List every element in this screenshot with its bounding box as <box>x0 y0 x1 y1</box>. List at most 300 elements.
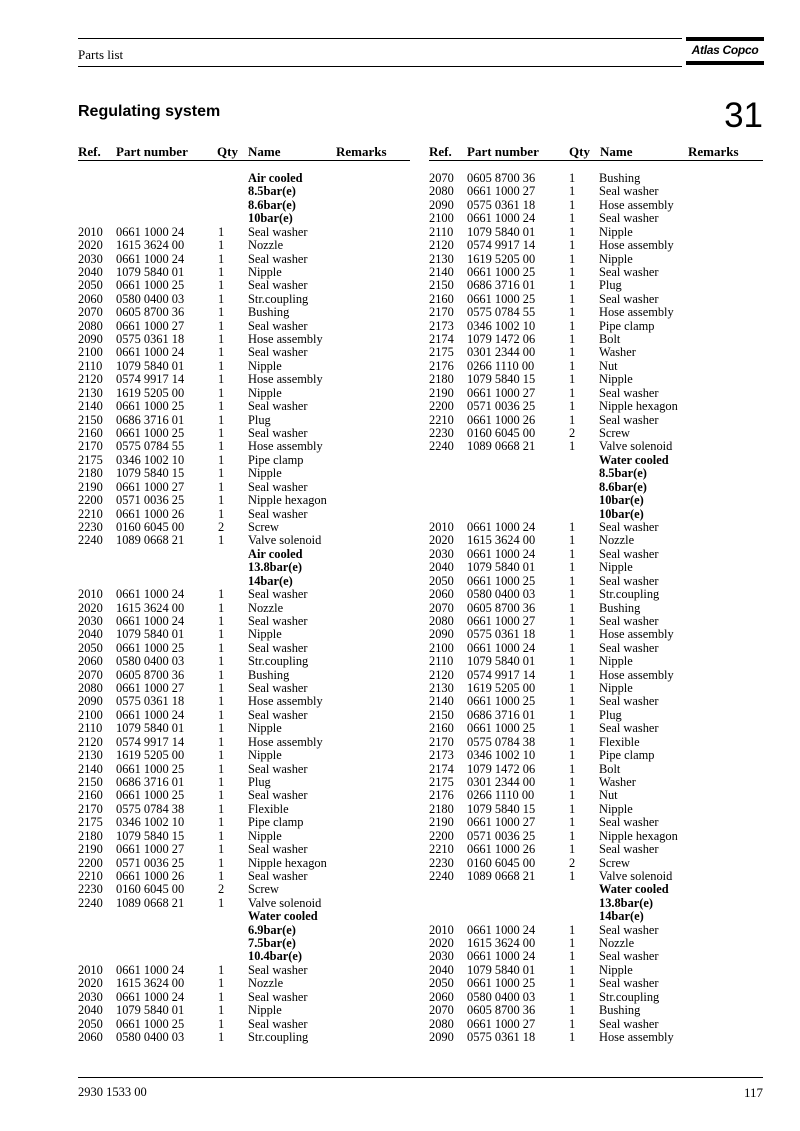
part-number-cell: 0160 6045 00 <box>467 426 536 441</box>
group-heading: Water cooled <box>599 452 669 467</box>
part-number-cell: 0575 0361 18 <box>116 332 185 347</box>
group-heading: 10bar(e) <box>599 506 644 521</box>
part-number-cell: 0575 0361 18 <box>467 627 536 642</box>
part-number-cell: 0575 0361 18 <box>116 694 185 709</box>
group-heading: 8.5bar(e) <box>248 184 296 199</box>
part-number-cell: 0571 0036 25 <box>467 399 536 414</box>
name-cell: Nipple <box>248 828 282 843</box>
part-number-cell: 0580 0400 03 <box>116 291 185 306</box>
qty-cell: 1 <box>569 573 576 588</box>
name-cell: Hose assembly <box>599 197 674 212</box>
qty-cell: 1 <box>569 519 576 534</box>
ref-cell: 2170 <box>429 305 454 320</box>
part-number-cell: 0605 8700 36 <box>467 171 536 185</box>
ref-cell: 2210 <box>429 842 454 857</box>
name-cell: Hose assembly <box>248 439 323 454</box>
ref-cell: 2173 <box>429 318 454 333</box>
ref-cell: 2050 <box>78 640 103 655</box>
part-number-cell: 0571 0036 25 <box>116 855 185 870</box>
ref-cell: 2150 <box>78 774 103 789</box>
part-number-cell: 1079 5840 15 <box>467 801 536 816</box>
ref-cell: 2050 <box>78 1016 103 1031</box>
ref-cell: 2010 <box>429 519 454 534</box>
qty-cell: 1 <box>569 278 576 293</box>
name-cell: Nipple <box>599 372 633 387</box>
part-number-cell: 0575 0784 38 <box>116 801 185 816</box>
name-cell: Bushing <box>599 600 641 615</box>
part-number-cell: 1619 5205 00 <box>467 681 536 696</box>
ref-cell: 2070 <box>429 1003 454 1018</box>
name-cell: Nipple <box>248 748 282 763</box>
ref-cell: 2190 <box>78 479 103 494</box>
part-number-cell: 1615 3624 00 <box>116 238 185 253</box>
group-heading: 10bar(e) <box>599 493 644 508</box>
name-cell: Seal washer <box>248 224 308 239</box>
name-cell: Str.coupling <box>248 291 309 306</box>
ref-cell: 2040 <box>78 264 103 279</box>
part-number-cell: 0661 1000 26 <box>116 506 185 521</box>
ref-cell: 2120 <box>429 238 454 253</box>
qty-cell: 1 <box>218 372 225 387</box>
name-cell: Seal washer <box>599 1016 659 1031</box>
name-cell: Seal washer <box>248 278 308 293</box>
name-cell: Pipe clamp <box>248 815 304 830</box>
name-cell: Seal washer <box>599 385 659 400</box>
part-number-cell: 0661 1000 24 <box>116 251 185 266</box>
ref-cell: 2050 <box>429 573 454 588</box>
ref-cell: 2080 <box>429 1016 454 1031</box>
qty-cell: 1 <box>569 211 576 226</box>
qty-cell: 1 <box>218 251 225 266</box>
ref-cell: 2060 <box>78 1030 103 1044</box>
ref-cell: 2010 <box>78 587 103 602</box>
part-number-cell: 1619 5205 00 <box>116 385 185 400</box>
ref-cell: 2050 <box>78 278 103 293</box>
ref-cell: 2174 <box>429 332 454 347</box>
part-number-cell: 0580 0400 03 <box>116 654 185 669</box>
qty-cell: 1 <box>569 399 576 414</box>
name-cell: Nozzle <box>248 238 284 253</box>
part-number-cell: 0575 0784 55 <box>467 305 536 320</box>
qty-cell: 1 <box>569 962 576 977</box>
qty-cell: 1 <box>218 868 225 883</box>
ref-cell: 2180 <box>429 372 454 387</box>
part-number-cell: 0686 3716 01 <box>116 412 185 427</box>
section-title: Regulating system <box>78 103 221 120</box>
ref-cell: 2176 <box>429 788 454 803</box>
ref-cell: 2175 <box>429 774 454 789</box>
name-cell: Nipple <box>248 385 282 400</box>
name-cell: Valve solenoid <box>599 868 673 883</box>
qty-cell: 1 <box>569 345 576 360</box>
qty-cell: 1 <box>218 801 225 816</box>
qty-cell: 1 <box>218 1016 225 1031</box>
qty-cell: 1 <box>569 868 576 883</box>
ref-cell: 2020 <box>78 976 103 991</box>
qty-cell: 1 <box>569 707 576 722</box>
ref-cell: 2010 <box>429 922 454 937</box>
qty-cell: 2 <box>218 519 225 534</box>
qty-cell: 1 <box>569 1016 576 1031</box>
ref-cell: 2170 <box>429 734 454 749</box>
name-cell: Seal washer <box>599 694 659 709</box>
ref-cell: 2140 <box>78 761 103 776</box>
part-number-cell: 0346 1002 10 <box>116 452 185 467</box>
part-number-cell: 1615 3624 00 <box>116 976 185 991</box>
qty-cell: 1 <box>569 533 576 548</box>
part-number-header: Part number <box>116 144 188 159</box>
ref-cell: 2180 <box>78 828 103 843</box>
qty-cell: 1 <box>569 238 576 253</box>
name-header: Name <box>248 144 281 159</box>
ref-cell: 2130 <box>429 681 454 696</box>
ref-cell: 2240 <box>429 439 454 454</box>
group-heading: Air cooled <box>248 546 303 561</box>
name-cell: Plug <box>248 774 271 789</box>
name-cell: Seal washer <box>248 251 308 266</box>
name-cell: Nipple <box>599 224 633 239</box>
qty-cell: 2 <box>569 855 576 870</box>
name-cell: Nipple <box>599 681 633 696</box>
document-code: 2930 1533 00 <box>78 1085 147 1099</box>
qty-cell: 1 <box>218 1003 225 1018</box>
part-number-cell: 0661 1000 24 <box>467 211 536 226</box>
qty-cell: 1 <box>218 681 225 696</box>
part-number-cell: 0661 1000 27 <box>116 479 185 494</box>
name-cell: Seal washer <box>599 640 659 655</box>
part-number-cell: 0661 1000 25 <box>467 573 536 588</box>
part-number-cell: 0661 1000 24 <box>116 224 185 239</box>
ref-cell: 2170 <box>78 801 103 816</box>
part-number-cell: 0661 1000 27 <box>467 613 536 628</box>
part-number-cell: 0605 8700 36 <box>467 1003 536 1018</box>
name-cell: Nipple <box>248 627 282 642</box>
part-number-cell: 0661 1000 27 <box>116 681 185 696</box>
part-number-cell: 1089 0668 21 <box>116 895 185 910</box>
part-number-cell: 0661 1000 25 <box>116 426 185 441</box>
qty-cell: 1 <box>218 613 225 628</box>
qty-cell: 1 <box>569 774 576 789</box>
part-number-cell: 0574 9917 14 <box>116 372 185 387</box>
ref-cell: 2110 <box>78 358 103 373</box>
qty-cell: 1 <box>569 654 576 669</box>
part-number-cell: 0574 9917 14 <box>467 238 536 253</box>
table-header <box>429 144 763 160</box>
part-number-cell: 0661 1000 25 <box>116 278 185 293</box>
ref-cell: 2140 <box>429 694 454 709</box>
name-cell: Hose assembly <box>599 627 674 642</box>
part-number-cell: 0661 1000 25 <box>467 264 536 279</box>
qty-cell: 1 <box>218 694 225 709</box>
part-number-cell: 1089 0668 21 <box>116 533 185 548</box>
ref-cell: 2190 <box>429 815 454 830</box>
part-number-cell: 1079 5840 01 <box>116 721 185 736</box>
part-number-cell: 0346 1002 10 <box>467 318 536 333</box>
part-number-cell: 0571 0036 25 <box>467 828 536 843</box>
ref-cell: 2210 <box>429 412 454 427</box>
name-cell: Seal washer <box>599 949 659 964</box>
name-cell: Nozzle <box>599 936 635 951</box>
name-cell: Seal washer <box>599 412 659 427</box>
ref-header: Ref. <box>78 144 101 159</box>
name-cell: Nipple <box>248 466 282 481</box>
part-number-cell: 0661 1000 25 <box>467 721 536 736</box>
ref-cell: 2120 <box>78 372 103 387</box>
ref-cell: 2030 <box>78 613 103 628</box>
name-cell: Seal washer <box>248 587 308 602</box>
name-cell: Seal washer <box>248 707 308 722</box>
qty-cell: 1 <box>218 493 225 508</box>
part-number-cell: 0686 3716 01 <box>467 278 536 293</box>
part-number-cell: 0266 1110 00 <box>467 788 535 803</box>
name-cell: Seal washer <box>599 546 659 561</box>
name-cell: Flexible <box>599 734 640 749</box>
name-cell: Nipple <box>599 962 633 977</box>
ref-cell: 2060 <box>429 587 454 602</box>
part-number-cell: 0661 1000 25 <box>116 1016 185 1031</box>
qty-cell: 1 <box>218 318 225 333</box>
part-number-cell: 0661 1000 24 <box>116 989 185 1004</box>
ref-cell: 2150 <box>429 278 454 293</box>
ref-cell: 2080 <box>78 681 103 696</box>
qty-cell: 1 <box>569 681 576 696</box>
qty-cell: 1 <box>218 976 225 991</box>
qty-cell: 1 <box>569 788 576 803</box>
brand-logo-text: Atlas Copco <box>691 43 759 57</box>
qty-cell: 1 <box>569 305 576 320</box>
name-cell: Hose assembly <box>599 238 674 253</box>
group-heading: Water cooled <box>248 909 318 924</box>
group-heading: Water cooled <box>599 882 669 897</box>
ref-cell: 2110 <box>429 224 454 239</box>
header-label: Parts list <box>78 47 124 62</box>
qty-cell: 1 <box>218 774 225 789</box>
name-cell: Seal washer <box>248 761 308 776</box>
ref-cell: 2090 <box>78 332 103 347</box>
remarks-header: Remarks <box>688 144 739 159</box>
name-cell: Hose assembly <box>248 372 323 387</box>
part-number-cell: 0574 9917 14 <box>467 667 536 682</box>
qty-cell: 1 <box>218 842 225 857</box>
part-number-cell: 0301 2344 00 <box>467 345 536 360</box>
page-number: 117 <box>743 1085 763 1100</box>
name-cell: Nipple <box>248 358 282 373</box>
ref-cell: 2240 <box>78 895 103 910</box>
ref-cell: 2040 <box>429 962 454 977</box>
part-number-cell: 0346 1002 10 <box>467 748 536 763</box>
group-heading: 13.8bar(e) <box>248 560 303 575</box>
name-cell: Seal washer <box>248 613 308 628</box>
ref-cell: 2175 <box>78 452 103 467</box>
ref-cell: 2020 <box>429 936 454 951</box>
part-number-cell: 0575 0361 18 <box>467 1030 536 1044</box>
top-rule <box>78 38 682 39</box>
part-number-cell: 0661 1000 27 <box>467 184 536 199</box>
ref-cell: 2030 <box>78 251 103 266</box>
ref-cell: 2080 <box>78 318 103 333</box>
name-cell: Nipple <box>248 264 282 279</box>
qty-cell: 2 <box>569 426 576 441</box>
qty-cell: 1 <box>569 721 576 736</box>
ref-cell: 2210 <box>78 506 103 521</box>
name-cell: Bolt <box>599 761 621 776</box>
name-cell: Seal washer <box>248 506 308 521</box>
part-number-cell: 0661 1000 25 <box>116 788 185 803</box>
ref-cell: 2170 <box>78 439 103 454</box>
qty-cell: 1 <box>218 654 225 669</box>
part-number-cell: 0575 0784 55 <box>116 439 185 454</box>
ref-cell: 2230 <box>78 519 103 534</box>
qty-cell: 1 <box>569 197 576 212</box>
ref-cell: 2010 <box>78 962 103 977</box>
name-cell: Screw <box>248 882 279 897</box>
part-number-cell: 1079 1472 06 <box>467 761 536 776</box>
qty-cell: 1 <box>218 815 225 830</box>
ref-cell: 2160 <box>78 426 103 441</box>
name-cell: Hose assembly <box>248 694 323 709</box>
name-cell: Nozzle <box>248 976 284 991</box>
part-number-cell: 1615 3624 00 <box>116 600 185 615</box>
ref-cell: 2020 <box>429 533 454 548</box>
name-cell: Nozzle <box>599 533 635 548</box>
qty-cell: 1 <box>569 667 576 682</box>
part-number-cell: 0661 1000 26 <box>467 842 536 857</box>
name-cell: Hose assembly <box>248 734 323 749</box>
part-number-cell: 1079 5840 01 <box>116 264 185 279</box>
ref-cell: 2190 <box>429 385 454 400</box>
part-number-cell: 0346 1002 10 <box>116 815 185 830</box>
name-cell: Valve solenoid <box>248 895 322 910</box>
name-cell: Bushing <box>599 171 641 185</box>
ref-cell: 2160 <box>429 721 454 736</box>
qty-cell: 1 <box>218 707 225 722</box>
qty-cell: 1 <box>569 1030 576 1044</box>
qty-cell: 1 <box>218 224 225 239</box>
qty-cell: 1 <box>569 922 576 937</box>
brand-logo <box>686 37 764 67</box>
qty-cell: 1 <box>218 533 225 548</box>
name-cell: Flexible <box>248 801 289 816</box>
qty-cell: 1 <box>218 1030 225 1044</box>
ref-cell: 2130 <box>78 385 103 400</box>
part-number-header: Part number <box>467 144 539 159</box>
part-number-cell: 0661 1000 27 <box>467 815 536 830</box>
name-cell: Str.coupling <box>248 654 309 669</box>
ref-cell: 2240 <box>429 868 454 883</box>
name-cell: Washer <box>599 345 636 360</box>
part-number-cell: 1079 5840 01 <box>116 627 185 642</box>
ref-cell: 2070 <box>429 171 454 185</box>
part-number-cell: 0661 1000 26 <box>116 868 185 883</box>
name-cell: Seal washer <box>599 721 659 736</box>
name-cell: Nipple <box>599 560 633 575</box>
qty-cell: 1 <box>218 332 225 347</box>
ref-cell: 2140 <box>78 399 103 414</box>
qty-cell: 1 <box>569 989 576 1004</box>
part-number-cell: 0661 1000 27 <box>467 385 536 400</box>
section-number: 31 <box>724 96 763 135</box>
part-number-cell: 0605 8700 36 <box>116 305 185 320</box>
ref-cell: 2100 <box>429 640 454 655</box>
name-cell: Pipe clamp <box>599 748 655 763</box>
footer-rule <box>78 1077 763 1078</box>
ref-cell: 2090 <box>429 627 454 642</box>
ref-cell: 2175 <box>78 815 103 830</box>
name-cell: Str.coupling <box>599 989 660 1004</box>
name-cell: Seal washer <box>599 842 659 857</box>
qty-cell: 1 <box>569 587 576 602</box>
qty-header: Qty <box>569 144 590 159</box>
ref-cell: 2230 <box>429 426 454 441</box>
part-number-cell: 0571 0036 25 <box>116 493 185 508</box>
ref-cell: 2180 <box>429 801 454 816</box>
ref-cell: 2230 <box>429 855 454 870</box>
ref-cell: 2110 <box>429 654 454 669</box>
qty-cell: 1 <box>218 305 225 320</box>
name-cell: Screw <box>599 855 630 870</box>
name-cell: Plug <box>599 278 622 293</box>
parts-table-right <box>429 144 763 1044</box>
qty-cell: 1 <box>569 385 576 400</box>
ref-cell: 2100 <box>429 211 454 226</box>
name-cell: Seal washer <box>248 788 308 803</box>
part-number-cell: 0580 0400 03 <box>116 1030 185 1044</box>
qty-cell: 1 <box>218 345 225 360</box>
part-number-cell: 1079 5840 01 <box>467 224 536 239</box>
ref-cell: 2060 <box>78 291 103 306</box>
qty-cell: 1 <box>569 291 576 306</box>
part-number-cell: 0661 1000 24 <box>467 949 536 964</box>
name-cell: Nut <box>599 788 618 803</box>
part-number-cell: 0661 1000 25 <box>116 399 185 414</box>
qty-cell: 1 <box>569 224 576 239</box>
qty-cell: 1 <box>218 788 225 803</box>
part-number-cell: 0605 8700 36 <box>467 600 536 615</box>
name-cell: Valve solenoid <box>248 533 322 548</box>
part-number-cell: 0661 1000 24 <box>467 640 536 655</box>
part-number-cell: 0661 1000 24 <box>467 922 536 937</box>
qty-cell: 1 <box>569 842 576 857</box>
ref-cell: 2040 <box>78 627 103 642</box>
part-number-cell: 1079 5840 15 <box>116 466 185 481</box>
qty-cell: 1 <box>569 264 576 279</box>
qty-cell: 1 <box>218 734 225 749</box>
name-cell: Washer <box>599 774 636 789</box>
part-number-cell: 0661 1000 24 <box>116 345 185 360</box>
name-cell: Bushing <box>248 667 290 682</box>
name-cell: Seal washer <box>248 868 308 883</box>
group-heading: 6.9bar(e) <box>248 922 296 937</box>
name-cell: Seal washer <box>248 681 308 696</box>
parts-table-left <box>78 144 410 1044</box>
qty-cell: 1 <box>569 171 576 185</box>
ref-cell: 2230 <box>78 882 103 897</box>
group-heading: 14bar(e) <box>599 909 644 924</box>
name-cell: Seal washer <box>248 345 308 360</box>
qty-cell: 1 <box>569 936 576 951</box>
group-heading: 8.6bar(e) <box>248 197 296 212</box>
qty-cell: 1 <box>569 815 576 830</box>
name-cell: Seal washer <box>248 962 308 977</box>
qty-cell: 1 <box>218 962 225 977</box>
ref-cell: 2176 <box>429 358 454 373</box>
part-number-cell: 0160 6045 00 <box>467 855 536 870</box>
name-cell: Seal washer <box>599 184 659 199</box>
name-cell: Plug <box>248 412 271 427</box>
qty-cell: 1 <box>569 761 576 776</box>
ref-cell: 2020 <box>78 600 103 615</box>
name-cell: Nipple <box>248 721 282 736</box>
